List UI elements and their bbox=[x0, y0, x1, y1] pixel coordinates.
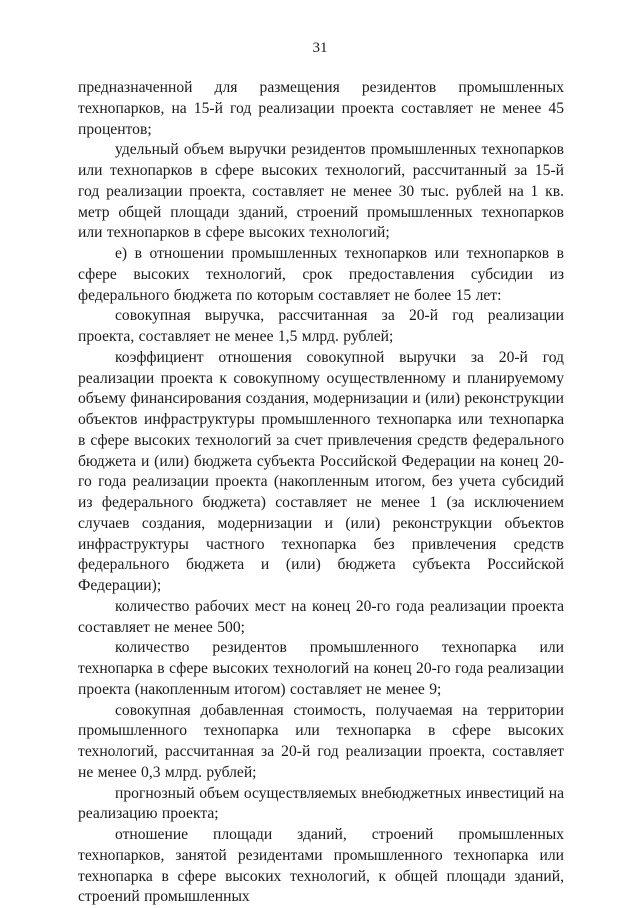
paragraph-4: совокупная выручка, рассчитанная за 20-й год реализации проекта, составляет не менее 1,5 млрд. рублей; bbox=[78, 307, 564, 345]
page-number: 31 bbox=[312, 40, 328, 56]
paragraph-7: количество резидентов промышленного технопарка или технопарка в сфере высоких технологий на конец 20-го года реализации проекта (накопленным итогом) составляет не менее 9; bbox=[78, 639, 564, 698]
paragraph-6: количество рабочих мест на конец 20-го года реализации проекта составляет не менее 500; bbox=[78, 597, 564, 636]
paragraph-8: совокупная добавленная стоимость, получаемая на территории промышленного технопарка или технопарка в сфере высоких технологий, рассчитанная за 20-й год реализации проекта, составляет не менее 0,3 млрд. рублей; bbox=[78, 701, 564, 781]
paragraph-2: удельный объем выручки резидентов промышленных технопарков или технопарков в сфере высоких технологий, рассчитанный за 15-й год реализации проекта, составляет не менее 30 тыс. рублей на 1 кв. метр общей площади зданий, строений промышленных технопарков или технопарков в сфере высоких технологий; bbox=[78, 141, 564, 242]
paragraph-10: отношение площади зданий, строений промышленных технопарков, занятой резидентами промышленного технопарка или технопарка в сфере высоких технологий, к общей площади зданий, строений промышленных bbox=[78, 826, 564, 906]
paragraph-1: предназначенной для размещения резидентов промышленных технопарков, на 15-й год реализации проекта составляет не менее 45 процентов; bbox=[78, 79, 564, 138]
document-body bbox=[78, 78, 564, 908]
paragraph-3: е) в отношении промышленных технопарков или технопарков в сфере высоких технологий, срок предоставления субсидии из федерального бюджета по которым составляет не более 15 лет: bbox=[78, 245, 564, 304]
paragraph-5: коэффициент отношения совокупной выручки за 20-й год реализации проекта к совокупному осуществленному и планируемому объему финансирования создания, модернизации и (или) реконструкции объектов инфраструктуры промышленного технопарка или технопарка в сфере высоких технологий за счет привлечения средств федерального бюджета и (или) бюджета субъекта Российской Федерации на конец 20-го года реализации проекта (накопленным итогом, без учета субсидий из федерального бюджета) составляет не менее 1 (за исключением случаев создания, модернизации и (или) реконструкции объектов инфраструктуры частного технопарка без привлечения средств федерального бюджета и (или) бюджета субъекта Российской Федерации); bbox=[78, 348, 564, 594]
paragraph-9: прогнозный объем осуществляемых внебюджетных инвестиций на реализацию проекта; bbox=[78, 784, 564, 823]
